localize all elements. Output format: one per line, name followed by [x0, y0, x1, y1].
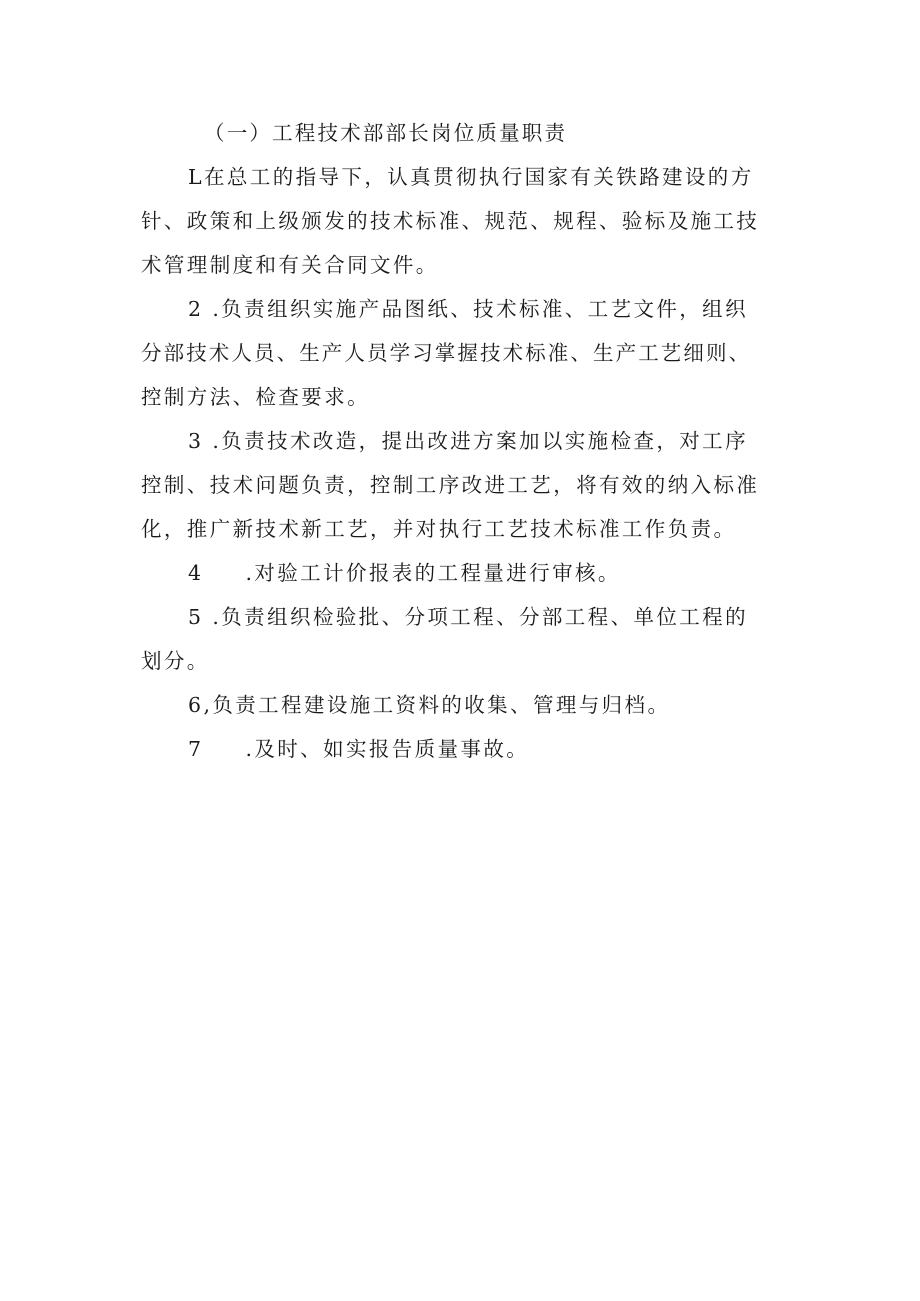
paragraph-line: L在总工的指导下，认真贯彻执行国家有关铁路建设的方 — [188, 165, 754, 189]
item-text: .对验工计价报表的工程量进行审核。 — [245, 561, 621, 585]
paragraph-line: 控制方法、检查要求。 — [141, 385, 370, 409]
paragraph-line: 2 .负责组织实施产品图纸、技术标准、工艺文件，组织 — [188, 297, 748, 321]
numbered-item-7 — [188, 735, 529, 763]
numbered-item-4 — [188, 559, 621, 587]
paragraph-line: 控制、技术问题负责，控制工序改进工艺，将有效的纳入标准 — [141, 473, 760, 497]
section-heading: （一）工程技术部部长岗位质量职责 — [204, 121, 568, 145]
paragraph-line: 3 .负责技术改造，提出改进方案加以实施检查，对工序 — [188, 429, 748, 453]
paragraph-line: 针、政策和上级颁发的技术标准、规范、规程、验标及施工技 — [141, 209, 760, 233]
paragraph-line: 术管理制度和有关合同文件。 — [141, 253, 439, 277]
item-number: 7 — [188, 737, 204, 761]
item-text: .及时、如实报告质量事故。 — [245, 737, 530, 761]
paragraph-line: 6,负责工程建设施工资料的收集、管理与归档。 — [188, 693, 671, 717]
paragraph-line: 5 .负责组织检验批、分项工程、分部工程、单位工程的 — [188, 605, 748, 629]
paragraph-line: 化，推广新技术新工艺，并对执行工艺技术标准工作负责。 — [141, 517, 737, 541]
paragraph-line: 划分。 — [141, 649, 210, 673]
paragraph-line: 分部技术人员、生产人员学习掌握技术标准、生产工艺细则、 — [141, 341, 752, 365]
item-number: 4 — [188, 561, 204, 585]
